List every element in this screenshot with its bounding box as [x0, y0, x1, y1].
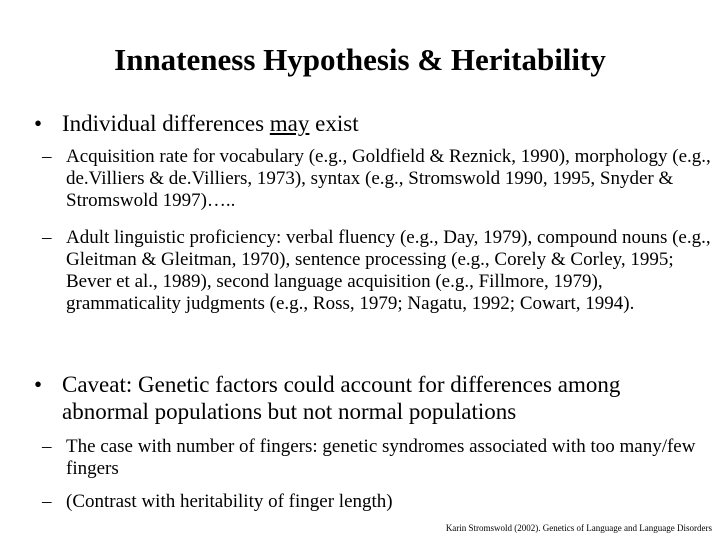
bullet-individual-differences-text [62, 110, 702, 137]
subbullet-adult-proficiency [42, 227, 712, 315]
subbullet-text: The case with number of fingers: genetic syndromes associated with too many/few fingers [66, 436, 696, 479]
bullet-text-emphasis: may [269, 111, 310, 136]
dash-icon: – [42, 436, 52, 457]
slide-title: Innateness Hypothesis & Heritability [114, 42, 606, 77]
dash-icon: – [42, 227, 52, 248]
slide-footer-citation: Karin Stromswold (2002). Genetics of Language and Language Disorders [445, 523, 712, 533]
subbullet-text: Adult linguistic proficiency: verbal fluency (e.g., Day, 1979), compound nouns (e.g., Gleitman & Gleitman, 1970), sentence processing (e.g., Corely & Corley, 1995; Bever et al., 1989), second language acquisition (e.g., Fillmore, 1979), grammaticality judgments (e.g., Ross, 1979; Nagatu, 1992; Cowart, 1994). [66, 227, 711, 314]
bullet-text-pre: Individual differences [62, 111, 270, 136]
bullet-caveat-text: Caveat: Genetic factors could account for differences among abnormal populations but not normal populations [62, 372, 621, 424]
dash-icon: – [42, 146, 52, 167]
bullet-icon: • [34, 111, 43, 136]
subbullet-text: Acquisition rate for vocabulary (e.g., Goldfield & Reznick, 1990), morphology (e.g., de.Villiers & de.Villiers, 1973), syntax (e.g., Stromswold 1990, 1995, Snyder & Stromswold 1997)….. [66, 146, 711, 211]
subbullet-number-of-fingers [42, 436, 712, 480]
bullet-icon: • [34, 372, 43, 397]
dash-icon: – [42, 491, 52, 512]
bullet-text-post: exist [309, 111, 359, 136]
subbullet-finger-length [42, 491, 712, 513]
subbullet-acquisition-rate [42, 146, 712, 212]
subbullet-text: (Contrast with heritability of finger length) [66, 491, 393, 512]
